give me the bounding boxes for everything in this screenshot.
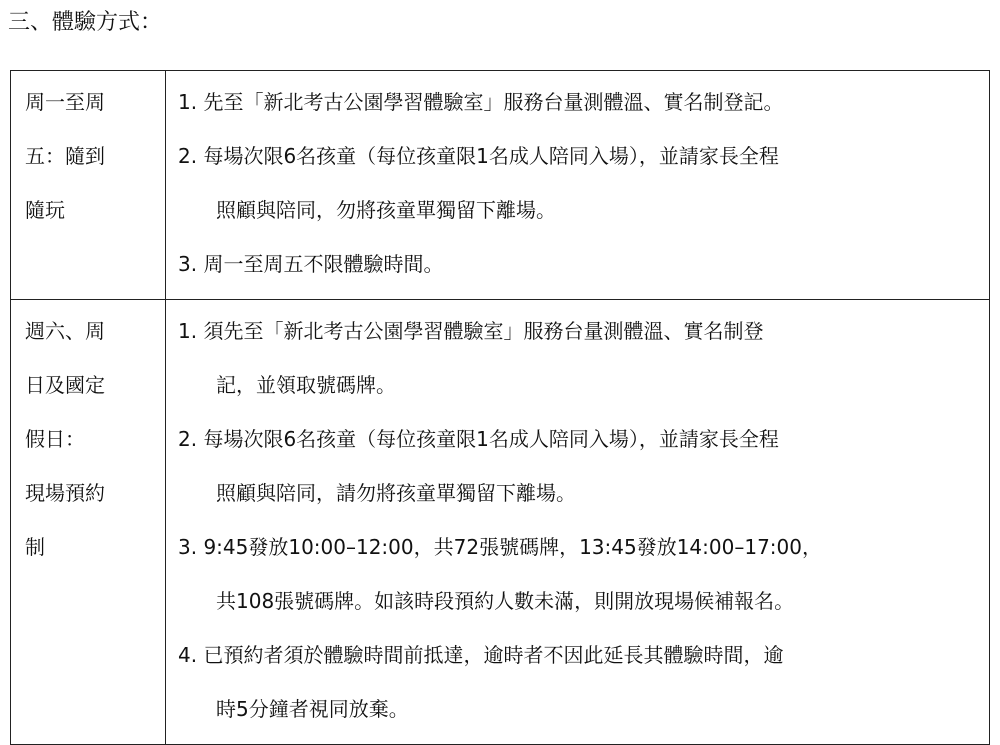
rule-item-line: 4. 已預約者須於體驗時間前抵達，逾時者不因此延長其體驗時間，逾 [178,643,784,667]
rule-item-line: 2. 每場次限6名孩童（每位孩童限1名成人陪同入場），並請家長全程 [178,427,779,451]
rule-item-continuation: 時5分鐘者視同放棄。 [216,697,409,721]
category-line: 制 [25,535,45,559]
table-row-weekend [11,300,990,745]
rule-item-line: 1. 先至「新北考古公園學習體驗室」服務台量測體溫、實名制登記。 [178,90,784,114]
table-row-weekday [11,71,990,300]
category-cell-weekend [11,300,166,745]
rule-item-line: 3. 9:45發放10:00–12:00，共72張號碼牌，13:45發放14:00–17:00， [178,535,822,559]
rule-item-continuation: 照顧與陪同，請勿將孩童單獨留下離場。 [216,481,576,505]
category-line: 日及國定 [25,373,105,397]
experience-rules-table [10,70,990,745]
category-cell-weekday [11,71,166,300]
rules-table-body [11,71,990,745]
section-heading: 三、體驗方式： [8,10,163,35]
category-line: 週六、周 [25,319,105,343]
rule-item-continuation: 記，並領取號碼牌。 [216,373,396,397]
rule-item-line: 2. 每場次限6名孩童（每位孩童限1名成人陪同入場），並請家長全程 [178,144,779,168]
rule-item-continuation: 共108張號碼牌。如該時段預約人數未滿，則開放現場候補報名。 [216,589,795,613]
rule-item-continuation: 照顧與陪同，勿將孩童單獨留下離場。 [216,198,556,222]
items-cell-weekday [166,71,990,300]
items-cell-weekend [166,300,990,745]
rule-item-line: 1. 須先至「新北考古公園學習體驗室」服務台量測體溫、實名制登 [178,319,764,343]
category-line: 周一至周 [25,90,105,114]
category-line: 假日： [25,427,85,451]
rule-item-line: 3. 周一至周五不限體驗時間。 [178,252,444,276]
category-line: 五：隨到 [25,144,105,168]
category-line: 隨玩 [25,198,65,222]
category-line: 現場預約 [25,481,105,505]
